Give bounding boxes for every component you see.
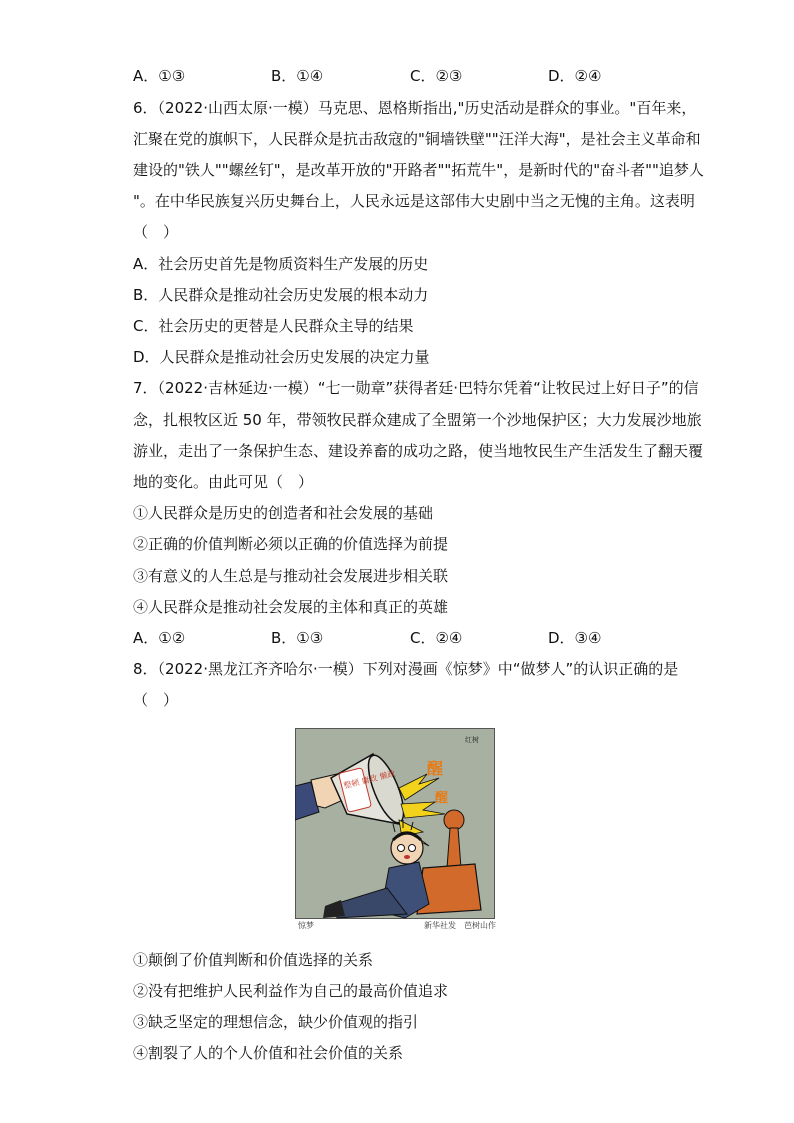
q6-stem-line: 建设的"铁人""螺丝钉"，是改革开放的"开路者""拓荒牛"，是新时代的"奋斗者""追梦人 [133,161,704,179]
q5-options [133,66,693,86]
stamp-body [417,864,481,914]
dreamer-eye [398,845,405,852]
q7-statement: ③有意义的人生总是与推动社会发展进步相关联 [133,567,449,585]
q6-stem-line: "。在中华民族复兴历史舞台上，人民永远是这部伟大史剧中当之无愧的主角。这表明 [133,192,695,210]
q5-option-d[interactable]: D．②④ [548,67,602,85]
cartoon-image [295,728,495,934]
q7-statement: ②正确的价值判断必须以正确的价值选择为前提 [133,535,449,553]
stamp-handle [444,810,464,830]
q6-choice-c[interactable]: C．社会历史的更替是人民群众主导的结果 [133,317,414,335]
dreamer-eye [409,845,416,852]
q7-statement: ①人民群众是历史的创造者和社会发展的基础 [133,504,434,522]
q8-stem-line: 8．（2022·黑龙江齐齐哈尔·一模）下列对漫画《惊梦》中“做梦人”的认识正确的是 [133,660,679,678]
q7-option-c[interactable]: C．②④ [410,629,463,647]
q7-option-b[interactable]: B．①③ [271,629,324,647]
q7-options [133,628,693,648]
shout-text: 醒 [427,759,444,778]
q6-choice-d[interactable]: D．人民群众是推动社会历史发展的决定力量 [133,348,430,366]
q6-choice-a[interactable]: A．社会历史首先是物质资料生产发展的历史 [133,255,429,273]
q7-stem-line: 游业，走出了一条保护生态、建设养畜的成功之路，使当地牧民生产生活发生了翻天覆 [133,442,704,460]
cartoon-caption [298,919,498,933]
q6-stem-line: 汇聚在党的旗帜下，人民群众是抗击敌寇的"铜墙铁壁""汪洋大海"，是社会主义革命和 [133,130,701,148]
cartoon-credit: 新华社发 芭树山作 [424,921,496,930]
cartoon-title: 惊梦 [298,921,314,930]
q5-option-a[interactable]: A．①③ [133,67,186,85]
q7-stem-line: 念，扎根牧区近 50 年，带领牧民群众建成了全盟第一个沙地保护区；大力发展沙地旅 [133,411,702,429]
dreamer-mouth [404,855,410,859]
q7-option-a[interactable]: A．①② [133,629,186,647]
q6-answer-blank: （ ） [133,223,179,241]
q8-statement: ①颠倒了价值判断和价值选择的关系 [133,951,374,969]
q8-statement: ④割裂了人的个人价值和社会价值的关系 [133,1044,404,1062]
q8-statement: ②没有把维护人民利益作为自己的最高价值追求 [133,982,449,1000]
shout-text: 醒 [435,791,449,806]
q6-choice-b[interactable]: B．人民群众是推动社会历史发展的根本动力 [133,286,429,304]
q7-statement: ④人民群众是推动社会发展的主体和真正的英雄 [133,598,449,616]
stamp-neck [447,828,461,868]
q7-stem-line: 7．（2022·吉林延边·一模）“七一勋章”获得者廷·巴特尔凭着“让牧民过上好日子”的信 [133,379,699,397]
signature-text: 红树 [465,736,479,744]
q6-stem-line: 6．（2022·山西太原·一模）马克思、恩格斯指出,"历史活动是群众的事业。"百年来， [133,99,697,117]
q8-statement: ③缺乏坚定的理想信念，缺少价值观的指引 [133,1013,419,1031]
q5-option-c[interactable]: C．②③ [410,67,463,85]
q7-stem-line: 地的变化。由此可见（ ） [133,473,314,491]
q8-answer-blank: （ ） [133,691,179,709]
q7-option-d[interactable]: D．③④ [548,629,602,647]
q5-option-b[interactable]: B．①④ [271,67,324,85]
megaphone-text: 整顿 庸政 懒政 [342,768,397,791]
